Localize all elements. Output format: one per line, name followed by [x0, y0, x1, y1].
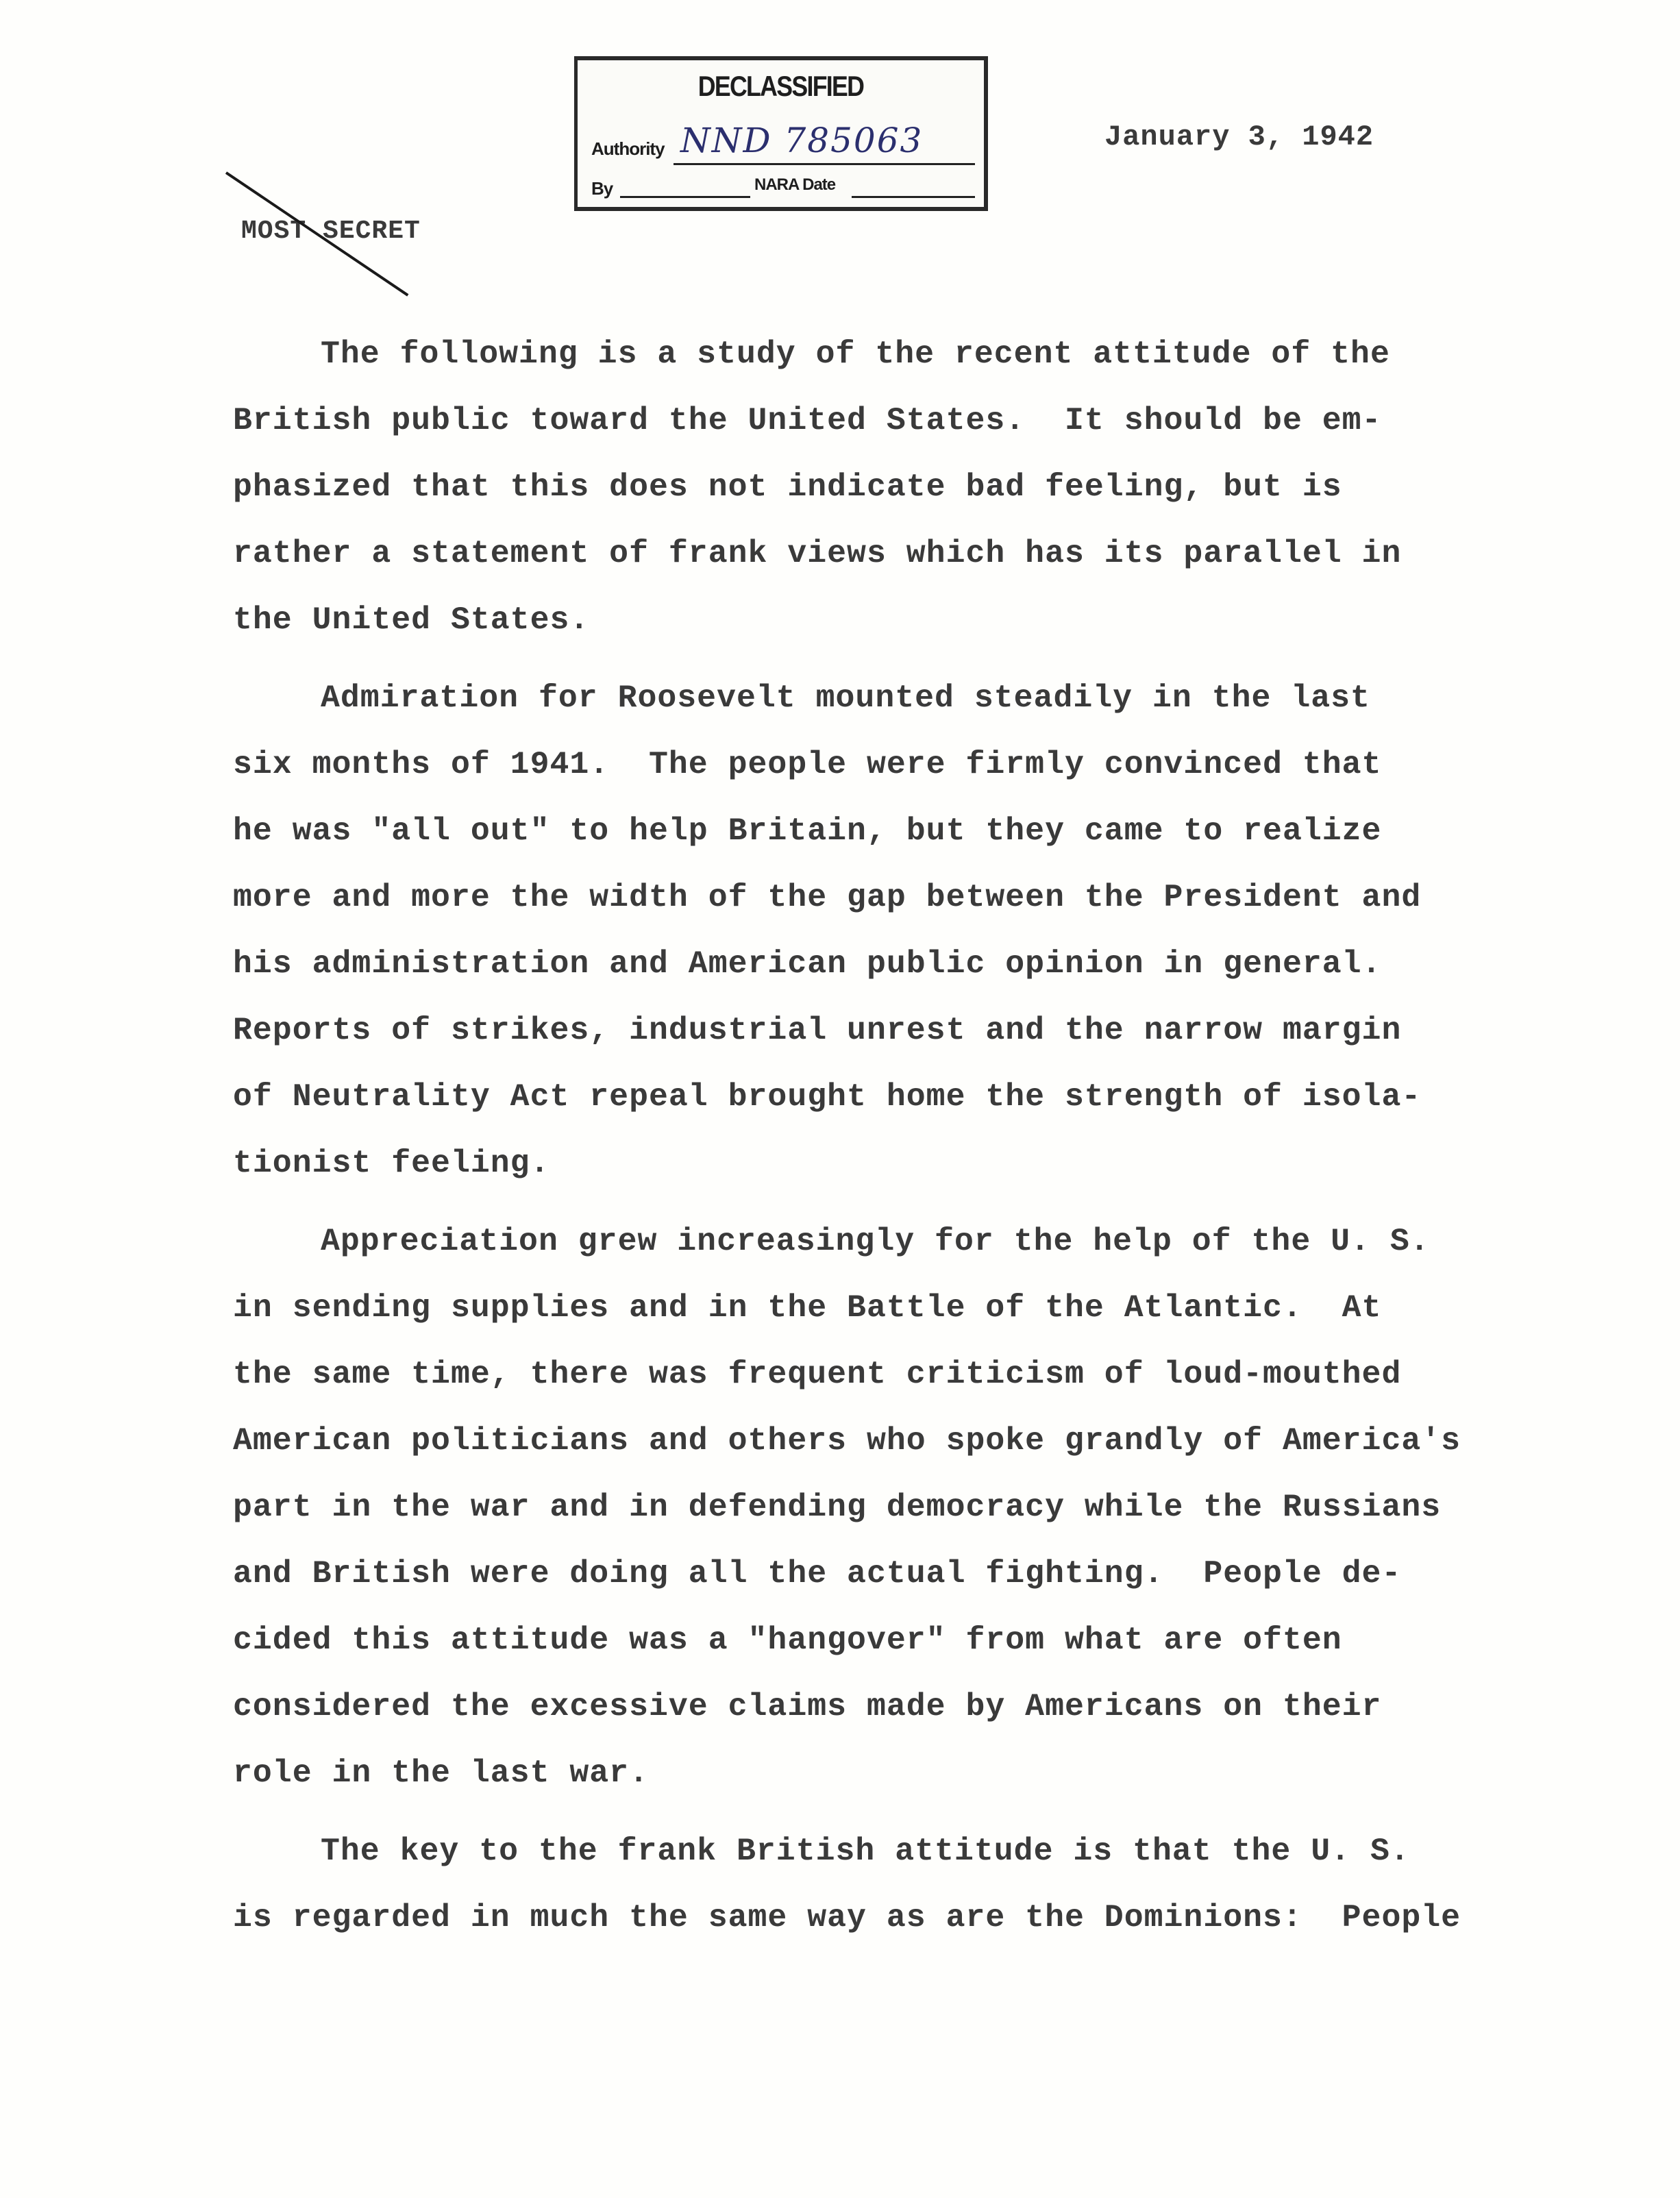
- body-line: his administration and American public opinion in general.: [233, 946, 1382, 982]
- body-line: Admiration for Roosevelt mounted steadily in the last: [321, 680, 1370, 716]
- body-line: Appreciation grew increasingly for the help of the U. S.: [321, 1223, 1430, 1259]
- body-line: he was "all out" to help Britain, but they came to realize: [233, 813, 1382, 849]
- body-line: phasized that this does not indicate bad feeling, but is: [233, 469, 1342, 505]
- body-line: Reports of strikes, industrial unrest and the narrow margin: [233, 1012, 1402, 1048]
- stamp-nara-date-label: NARA Date: [754, 175, 836, 194]
- stamp-by-line: [620, 196, 750, 198]
- body-line: considered the excessive claims made by Americans on their: [233, 1688, 1382, 1725]
- body-line: rather a statement of frank views which has its parallel in: [233, 535, 1402, 571]
- body-line: British public toward the United States. It should be em-: [233, 402, 1382, 439]
- memo-date: January 3, 1942: [1104, 121, 1374, 153]
- stamp-authority-label: Authority: [591, 138, 665, 159]
- stamp-authority-handwritten: NND 785063: [680, 121, 924, 160]
- body-line: in sending supplies and in the Battle of the Atlantic. At: [233, 1289, 1382, 1326]
- body-line: more and more the width of the gap between the President and: [233, 879, 1422, 915]
- body-line: is regarded in much the same way as are the Dominions: People: [233, 1899, 1461, 1936]
- body-line: cided this attitude was a "hangover" from what are often: [233, 1622, 1342, 1658]
- body-line: American politicians and others who spoke grandly of America's: [233, 1422, 1461, 1459]
- stamp-authority-line: [674, 163, 975, 165]
- stamp-title: DECLASSIFIED: [697, 70, 864, 102]
- body-line: part in the war and in defending democracy while the Russians: [233, 1489, 1442, 1525]
- paragraph-gap: [233, 1806, 1535, 1818]
- body-line: and British were doing all the actual fighting. People de-: [233, 1555, 1402, 1592]
- body-line: The following is a study of the recent attitude of the: [321, 336, 1390, 372]
- body-line: The key to the frank British attitude is that the U. S.: [321, 1833, 1410, 1869]
- body-line: tionist feeling.: [233, 1145, 550, 1181]
- body-line: the United States.: [233, 602, 590, 638]
- body-line: role in the last war.: [233, 1755, 649, 1791]
- paragraph-gap: [233, 1196, 1535, 1208]
- paragraph-gap: [233, 653, 1535, 665]
- body-line: the same time, there was frequent criticism of loud-mouthed: [233, 1356, 1402, 1392]
- body-line: of Neutrality Act repeal brought home the strength of isola-: [233, 1078, 1422, 1115]
- stamp-date-line: [852, 196, 975, 198]
- body-line: six months of 1941. The people were firmly convinced that: [233, 746, 1382, 782]
- stamp-by-label: By: [591, 178, 613, 199]
- memo-body: [233, 321, 1535, 1951]
- declassified-stamp: [574, 56, 988, 211]
- classification-marking: MOST SECRET: [241, 217, 421, 246]
